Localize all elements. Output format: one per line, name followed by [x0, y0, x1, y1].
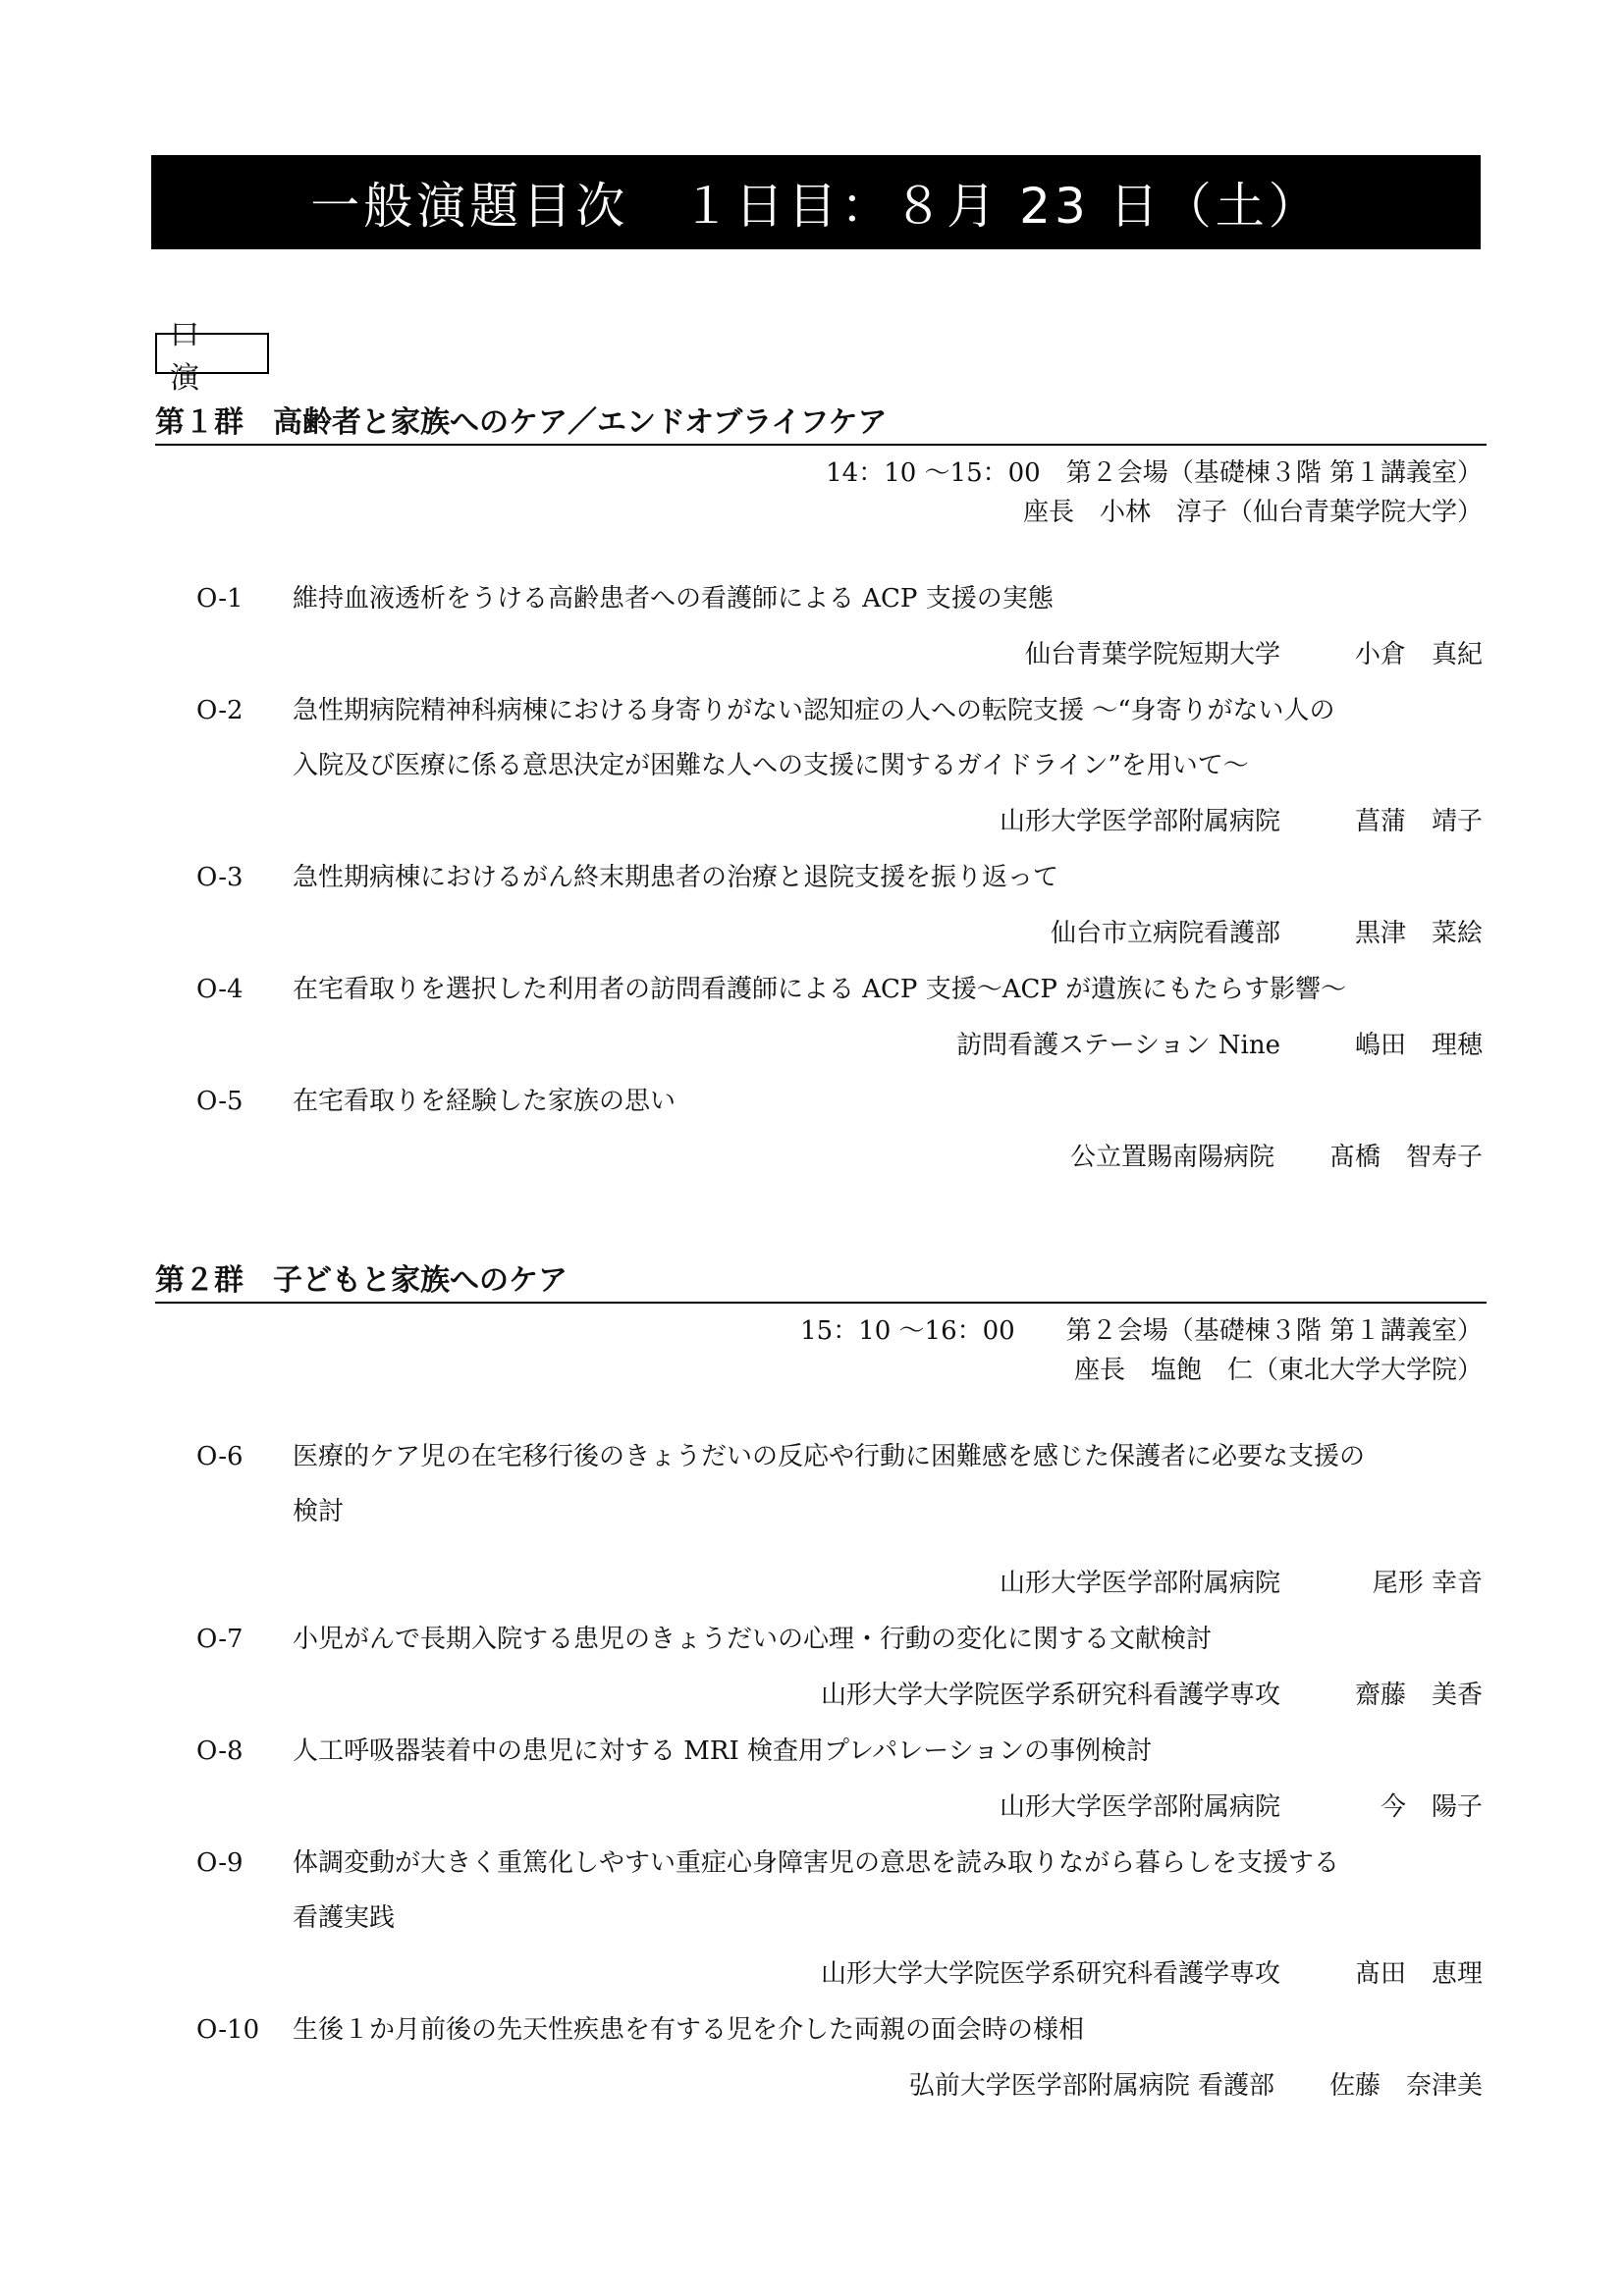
group-2	[155, 1262, 1487, 2114]
author: 嶋田 理穂	[1354, 1031, 1483, 1060]
presentation-id: O-5	[196, 1087, 244, 1116]
presentation-title: 在宅看取りを選択した利用者の訪問看護師による ACP 支援～ACP が遺族にもたらす影響～	[293, 975, 1347, 1004]
presentation-id: O-3	[196, 863, 244, 892]
author: 佐藤 奈津美	[1328, 2071, 1483, 2101]
author: 小倉 真紀	[1354, 640, 1483, 669]
group-title: 第１群 高齢者と家族へのケア／エンドオブライフケア	[155, 404, 1487, 446]
affiliation: 山形大学医学部附属病院	[999, 807, 1280, 836]
presentation-id: O-7	[196, 1625, 244, 1654]
presentation-title: 体調変動が大きく重篤化しやすい重症心身障害児の意思を読み取りながら暮らしを支援する	[293, 1848, 1340, 1878]
affiliation: 仙台青葉学院短期大学	[1024, 640, 1280, 669]
author: 尾形 幸音	[1372, 1569, 1483, 1598]
presentation-title: 生後１か月前後の先天性疾患を有する児を介した両親の面会時の様相	[293, 2015, 1085, 2045]
presentation-title: 人工呼吸器装着中の患児に対する MRI 検査用プレパレーションの事例検討	[293, 1736, 1153, 1766]
presentation-item	[155, 1612, 1487, 1724]
session-time-venue: 15：10 ～16：00 第２会場（基礎棟３階 第１講義室）	[800, 1316, 1483, 1346]
session-time-venue: 14：10 ～15：00 第２会場（基礎棟３階 第１講義室）	[826, 458, 1483, 488]
author: 菖蒲 靖子	[1354, 807, 1483, 836]
author: 黒津 菜絵	[1354, 919, 1483, 948]
affiliation: 公立置賜南陽病院	[1069, 1143, 1274, 1172]
presentation-title: 維持血液透析をうける高齢患者への看護師による ACP 支援の実態	[293, 584, 1054, 614]
presentation-id: O-9	[196, 1848, 244, 1878]
presentation-item	[155, 1074, 1487, 1186]
section-label-oral: 口 演	[155, 333, 269, 374]
presentation-item	[155, 571, 1487, 683]
author: 今 陽子	[1380, 1792, 1483, 1822]
presentation-id: O-2	[196, 696, 244, 725]
affiliation: 仙台市立病院看護部	[1050, 919, 1280, 948]
presentation-title: 医療的ケア児の在宅移行後のきょうだいの反応や行動に困難感を感じた保護者に必要な支援の	[293, 1442, 1366, 1471]
presentation-title: 急性期病院精神科病棟における身寄りがない認知症の人への転院支援 ～“身寄りがない人の	[293, 696, 1335, 725]
presentation-id: O-6	[196, 1442, 244, 1471]
presentation-item	[155, 1429, 1487, 1612]
affiliation: 訪問看護ステーション Nine	[956, 1031, 1280, 1060]
presentation-title: 小児がんで長期入院する患児のきょうだいの心理・行動の変化に関する文献検討	[293, 1625, 1213, 1654]
affiliation: 山形大学医学部附属病院	[999, 1569, 1280, 1598]
presentation-list	[155, 571, 1487, 1186]
presentation-title-continued: 看護実践	[293, 1903, 396, 1933]
presentation-title: 急性期病棟におけるがん終末期患者の治療と退院支援を振り返って	[293, 863, 1059, 892]
author: 髙橋 智寿子	[1328, 1143, 1483, 1172]
group-1	[155, 404, 1487, 1186]
presentation-item	[155, 1836, 1487, 2002]
affiliation: 山形大学大学院医学系研究科看護学専攻	[820, 1681, 1280, 1710]
affiliation: 弘前大学医学部附属病院 看護部	[908, 2071, 1274, 2101]
presentation-id: O-8	[196, 1736, 244, 1766]
presentation-list	[155, 1429, 1487, 2114]
author: 髙田 恵理	[1354, 1959, 1483, 1989]
page-title: 一般演題目次 １日目：８月 23 日（土）	[151, 155, 1481, 249]
presentation-title-continued: 入院及び医療に係る意思決定が困難な人への支援に関するガイドライン”を用いて～	[293, 751, 1249, 780]
group-title: 第２群 子どもと家族へのケア	[155, 1262, 1487, 1304]
affiliation: 山形大学大学院医学系研究科看護学専攻	[820, 1959, 1280, 1989]
presentation-id: O-10	[196, 2015, 260, 2045]
presentation-id: O-1	[196, 584, 244, 614]
presentation-item	[155, 1724, 1487, 1836]
session-chair: 座長 塩飽 仁（東北大学大学院）	[1073, 1356, 1483, 1385]
session-chair: 座長 小林 淳子（仙台青葉学院大学）	[1022, 498, 1483, 527]
author: 齋藤 美香	[1354, 1681, 1483, 1710]
presentation-id: O-4	[196, 975, 244, 1004]
presentation-item	[155, 962, 1487, 1074]
presentation-item	[155, 2002, 1487, 2114]
presentation-title: 在宅看取りを経験した家族の思い	[293, 1087, 677, 1116]
presentation-title-continued: 検討	[293, 1497, 345, 1526]
affiliation: 山形大学医学部附属病院	[999, 1792, 1280, 1822]
presentation-item	[155, 850, 1487, 962]
presentation-item	[155, 683, 1487, 850]
